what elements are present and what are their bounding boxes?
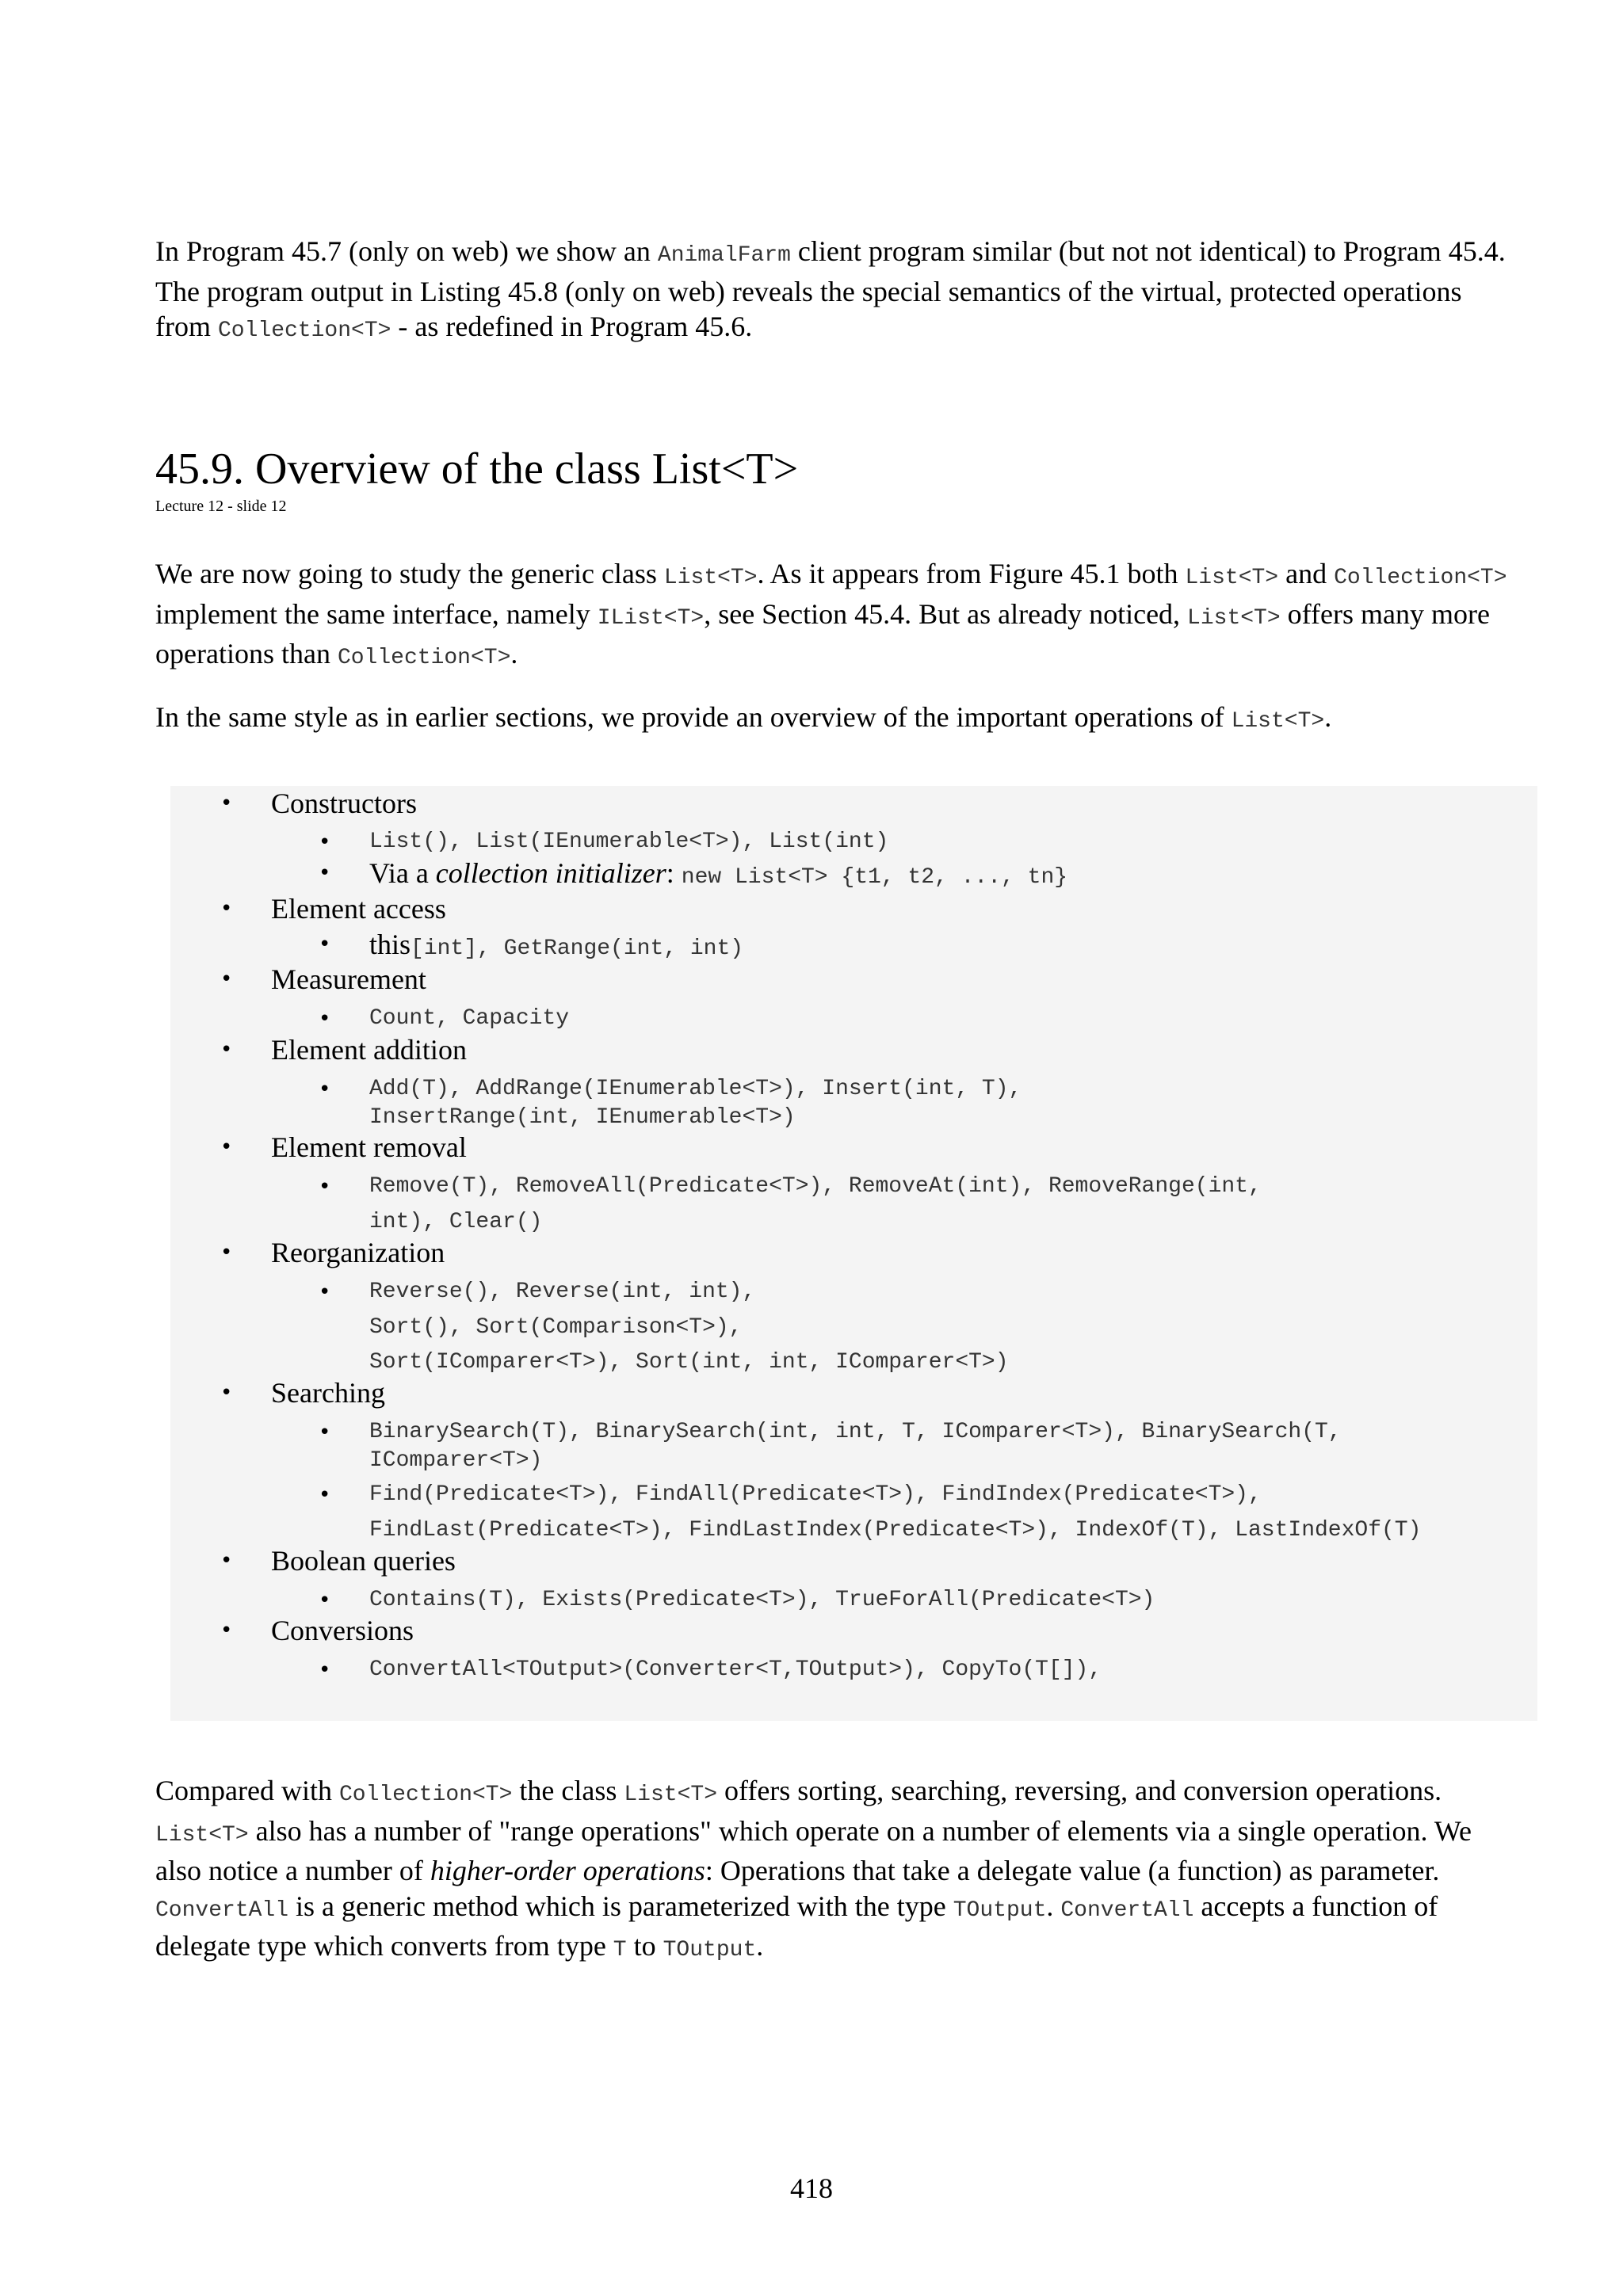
sub-bullet-reorg-line2: Sort(), Sort(Comparison<T>),: [369, 1315, 743, 1340]
sub-bullet-removal-line1: • Remove(T), RemoveAll(Predicate<T>), RemoveAt(int), RemoveRange(int,: [369, 1173, 1262, 1201]
emphasis: collection initializer: [435, 857, 666, 889]
inline-code: ConvertAll: [1060, 1897, 1194, 1923]
inline-code: IList<T>: [597, 605, 705, 631]
inline-code: List<T>: [663, 566, 758, 590]
text: accepts a function of delegate type which converts from type: [155, 1890, 1438, 1962]
closing-paragraph: [155, 1773, 1518, 1969]
text: , see Section 45.4. But as already noticed,: [704, 597, 1188, 630]
sub-bullet-element-access: [369, 930, 743, 963]
sub-bullet-search-line4: FindLast(Predicate<T>), FindLastIndex(Predicate<T>), IndexOf(T), LastIndexOf(T): [369, 1518, 1422, 1543]
sub-bullet-search-line1: • BinarySearch(T), BinarySearch(int, int, T, IComparer<T>), BinarySearch(T,: [369, 1418, 1342, 1447]
text: offers many more operations than: [155, 597, 1490, 669]
bullet-element-addition: • Element addition: [271, 1032, 467, 1067]
sub-bullet-addition-line1: • Add(T), AddRange(IEnumerable<T>), Insert(int, T),: [369, 1075, 1022, 1104]
text: In Program 45.7 (only on web) we show an: [155, 235, 658, 267]
text: .: [756, 1930, 764, 1962]
inline-code: [int], GetRange(int, int): [411, 936, 744, 961]
bullet-conversions: • Conversions: [271, 1613, 414, 1648]
inline-code: Collection<T>: [1334, 566, 1507, 590]
sub-bullet-reorg-line1: • Reverse(), Reverse(int, int),: [369, 1278, 755, 1306]
paragraph-generic-class: [155, 556, 1518, 677]
text: .: [1324, 701, 1332, 733]
bullet-constructors: • Constructors: [271, 786, 417, 821]
text: the class: [512, 1775, 624, 1806]
sub-bullet-removal-line2: int), Clear(): [369, 1210, 543, 1234]
text: .: [1046, 1890, 1061, 1922]
inline-code: AnimalFarm: [657, 243, 791, 268]
sub-bullet-reorg-line3: Sort(IComparer<T>), Sort(int, int, IComparer<T>): [369, 1350, 1009, 1375]
inline-code: Collection<T>: [337, 646, 511, 670]
text: offers sorting, searching, reversing, and conversion operations.: [717, 1775, 1442, 1806]
text: is a generic method which is parameterized with the type: [288, 1890, 953, 1922]
inline-code: ConvertAll: [155, 1897, 289, 1923]
page-number: 418: [790, 2172, 833, 2204]
bullet-reorganization: • Reorganization: [271, 1235, 445, 1270]
text: to: [626, 1930, 663, 1962]
slide-reference: Lecture 12 - slide 12: [155, 498, 287, 515]
inline-code: List<T>: [1231, 709, 1325, 734]
sub-bullet-boolean-queries: • Contains(T), Exists(Predicate<T>), TrueForAll(Predicate<T>): [369, 1586, 1155, 1615]
inline-code: TOutput: [663, 1938, 757, 1962]
sub-bullet-conversions: • ConvertAll<TOutput>(Converter<T,TOutput>), CopyTo(T[]),: [369, 1656, 1102, 1684]
emphasis: higher-order operations: [430, 1855, 705, 1886]
inline-code: List<T>: [1185, 566, 1279, 590]
sub-bullet-addition-line2: InsertRange(int, IEnumerable<T>): [369, 1105, 796, 1130]
inline-code: T: [613, 1938, 627, 1962]
sub-bullet-search-line2: IComparer<T>): [369, 1448, 543, 1473]
bullet-element-access: • Element access: [271, 891, 446, 926]
bullet-boolean-queries: • Boolean queries: [271, 1543, 456, 1578]
text: :: [666, 857, 682, 889]
inline-code: Collection<T>: [217, 318, 391, 343]
inline-code: new List<T> {t1, t2, ..., tn}: [681, 865, 1068, 890]
text: We are now going to study the generic class: [155, 558, 664, 589]
inline-code: TOutput: [953, 1897, 1047, 1923]
intro-paragraph: [155, 234, 1518, 349]
sub-bullet-measurement: • Count, Capacity: [369, 1005, 569, 1033]
text: : Operations that take a delegate value (a function) as parameter.: [705, 1855, 1440, 1886]
bullet-measurement: • Measurement: [271, 962, 426, 997]
text: also has a number of "range operations" which operate on a number of elements via a single operation. We also notice a number of: [155, 1814, 1472, 1886]
text: Compared with: [155, 1775, 339, 1806]
sub-bullet-collection-initializer: [369, 859, 1067, 892]
text: .: [510, 638, 518, 669]
text: and: [1278, 558, 1335, 589]
text: implement the same interface, namely: [155, 597, 598, 630]
sub-bullet-constructor-signatures: • List(), List(IEnumerable<T>), List(int): [369, 828, 888, 856]
bullet-element-removal: • Element removal: [271, 1130, 467, 1165]
section-heading: 45.9. Overview of the class List<T>: [155, 444, 799, 494]
text: In the same style as in earlier sections, we provide an overview of the important operations of: [155, 701, 1232, 733]
text: client program similar (but not not identical) to Program 45.4. The program output in Listing 45.8 (only on web) reveals the special semantics of the virtual, protected operations from: [155, 235, 1506, 342]
text: Via a: [369, 857, 436, 889]
inline-code: List<T>: [155, 1822, 249, 1848]
sub-bullet-search-line3: • Find(Predicate<T>), FindAll(Predicate<T>), FindIndex(Predicate<T>),: [369, 1481, 1262, 1509]
text: . As it appears from Figure 45.1 both: [757, 558, 1186, 589]
inline-code: List<T>: [624, 1783, 717, 1807]
bullet-searching: • Searching: [271, 1375, 385, 1410]
paragraph-overview-intro: [155, 700, 1518, 740]
text: - as redefined in Program 45.6.: [391, 311, 753, 342]
inline-code: List<T>: [1187, 605, 1281, 631]
inline-code: Collection<T>: [338, 1783, 513, 1807]
text: this: [369, 929, 411, 960]
